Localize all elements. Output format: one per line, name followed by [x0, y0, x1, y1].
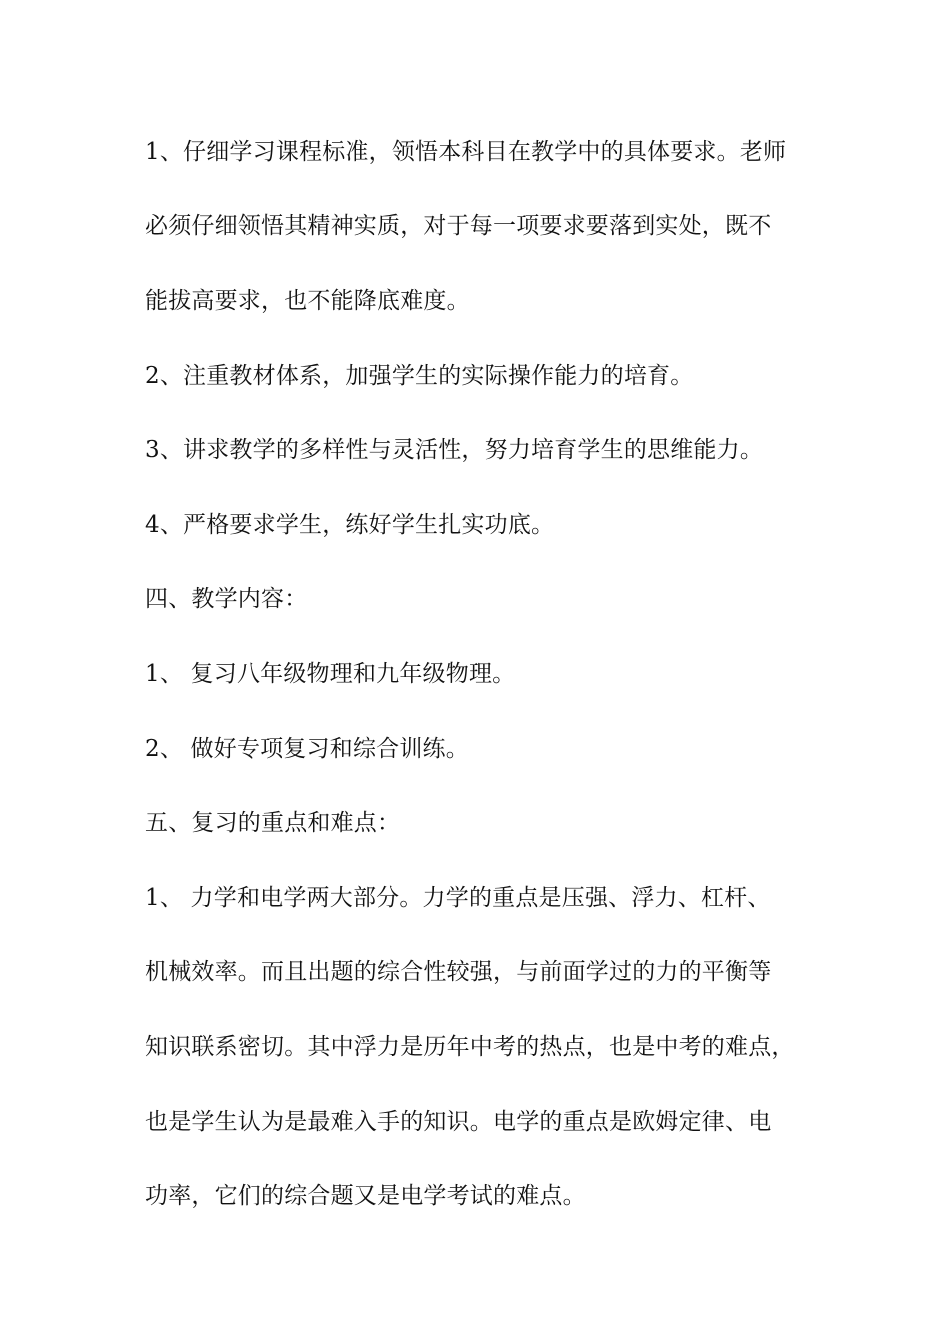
- section-heading: 四、教学内容：: [145, 586, 308, 612]
- text-line: 机械效率。而且出题的综合性较强，与前面学过的力的平衡等: [145, 959, 772, 985]
- text-line: 4、严格要求学生，练好学生扎实功底。: [145, 512, 555, 538]
- section-heading: 五、复习的重点和难点：: [145, 810, 401, 836]
- text-line: 1、 力学和电学两大部分。力学的重点是压强、浮力、杠杆、: [145, 885, 771, 911]
- text-line: 必须仔细领悟其精神实质，对于每一项要求要落到实处，既不: [145, 213, 772, 239]
- text-line: 能拔高要求，也不能降底难度。: [145, 288, 470, 314]
- text-line: 1、 复习八年级物理和九年级物理。: [145, 661, 516, 687]
- text-line: 也是学生认为是最难入手的知识。电学的重点是欧姆定律、电: [145, 1109, 772, 1135]
- text-line: 2、注重教材体系，加强学生的实际操作能力的培育。: [145, 363, 694, 389]
- text-line: 功率，它们的综合题又是电学考试的难点。: [145, 1183, 586, 1209]
- text-line: 知识联系密切。其中浮力是历年中考的热点，也是中考的难点，: [145, 1034, 795, 1060]
- text-line: 3、讲求教学的多样性与灵活性，努力培育学生的思维能力。: [145, 437, 764, 463]
- text-line: 2、 做好专项复习和综合训练。: [145, 736, 469, 762]
- text-line: 1、仔细学习课程标准，领悟本科目在教学中的具体要求。老师: [145, 139, 787, 165]
